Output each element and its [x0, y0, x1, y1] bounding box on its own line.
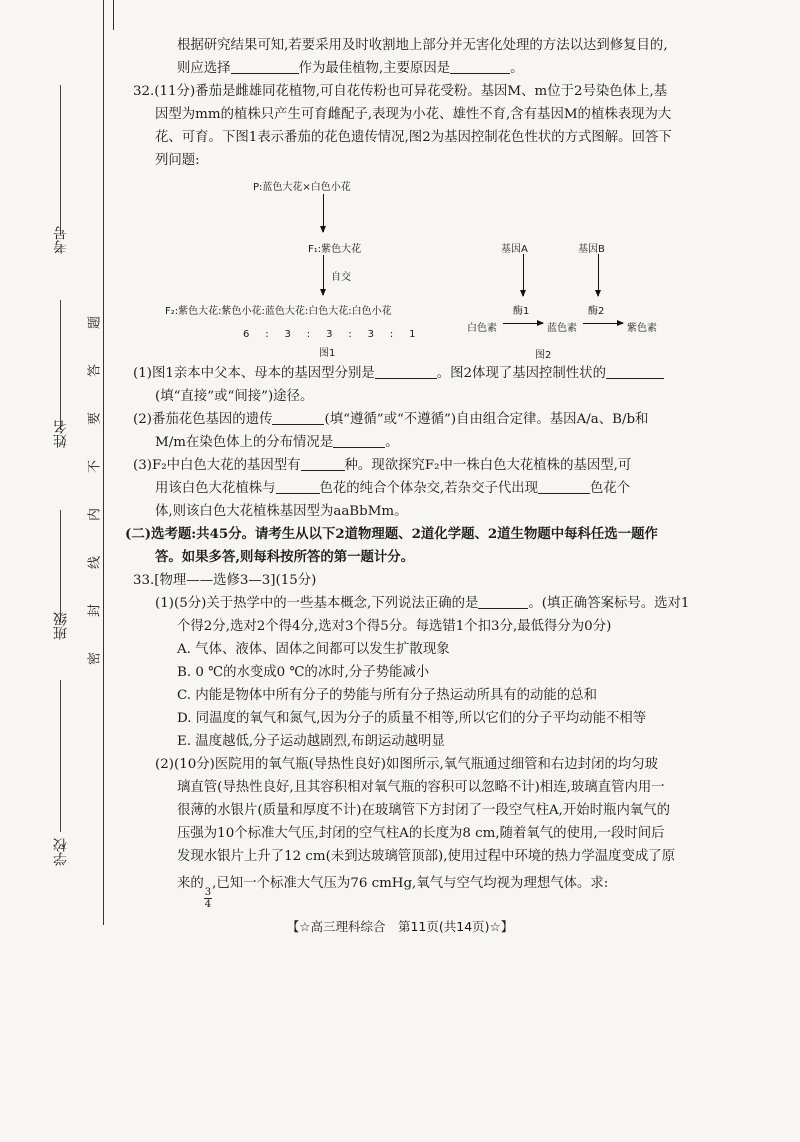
fig2-enzyme-2: 酶2 [588, 306, 605, 317]
q33-p2-line-2: 璃直管(导热性良好,且其容积相对氧气瓶的容积可以忽略不计)相连,玻璃直管内用一 [177, 780, 665, 795]
fig2-caption: 图2 [535, 350, 552, 361]
q33-p2-line-5: 发现水银片上升了12 cm(未到达玻璃管顶部),使用过程中环境的热力学温度变成了原 [177, 849, 676, 864]
school-label: 学校 [53, 838, 69, 866]
answer-blank [375, 364, 437, 379]
figure-area [133, 172, 743, 340]
seal-char: 题 [87, 316, 103, 330]
q-text: 来的 [177, 876, 204, 891]
exam-no-underline [60, 85, 61, 235]
intro-line-1: 根据研究结果可知,若要采用及时收割地上部分并无害化处理的方法以达到修复目的, [177, 38, 668, 53]
q33-p2-line-4: 压强为10个标准大气压,封闭的空气柱A的长度为8 cm,随着氧气的使用,一段时间后 [177, 826, 665, 841]
intro-text: 作为最佳植物,主要原因是 [298, 61, 451, 76]
q32-sub3 [133, 454, 743, 477]
q32-sub1 [133, 362, 743, 385]
fraction [204, 887, 212, 910]
q33-title: 33.[物理——选修3—3](15分) [133, 573, 317, 588]
intro-text: 。 [510, 61, 524, 76]
class-label: 班级 [53, 612, 69, 640]
answer-blank [231, 59, 299, 74]
q-text: (1)图1亲本中父本、母本的基因型分别是 [133, 366, 375, 381]
fig2-blue-pigment: 蓝色素 [547, 323, 577, 334]
ratio-value: 1 [409, 329, 416, 340]
q-text: M/m在染色体上的分布情况是 [155, 435, 334, 450]
class-underline [60, 510, 61, 622]
q33-option: D. 同温度的氧气和氮气,因为分子的质量不相等,所以它们的分子平均动能不相等 [177, 711, 647, 726]
answer-blank [450, 59, 510, 74]
q32-sub1-cont: (填“直接”或“间接”)途径。 [155, 389, 314, 404]
q33-p2-line-3: 很薄的水银片(质量和厚度不计)在玻璃管下方封闭了一段空气柱A,开始时瓶内氧气的 [177, 803, 671, 818]
q33-p2-line-6 [133, 872, 743, 910]
q32-sub3-cont2: 体,则该白色大花植株基因型为aaBbMm。 [155, 504, 408, 519]
fig1-f1: F₁:紫色大花 [308, 244, 362, 255]
fig2-enzyme-1: 酶1 [513, 306, 530, 317]
q-text: 色花个 [590, 481, 631, 496]
exam-no-label: 考号 [53, 226, 69, 254]
ratio-value: 6 [243, 329, 250, 340]
ratio-value: 3 [284, 329, 291, 340]
figure-captions [133, 340, 743, 362]
name-underline [60, 300, 61, 430]
ratio-value: 3 [326, 329, 333, 340]
q33-p1-cont: 个得2分,选对2个得4分,选对3个得5分。每选错1个扣3分,最低得分为0分) [177, 619, 612, 634]
q-text: 种。现欲探究F₂中一株白色大花植株的基因型,可 [344, 458, 632, 473]
fig1-ratio: 6 : 3 : 3 : 3 : 1 [243, 329, 416, 340]
q33-p1 [133, 592, 743, 615]
q33-p2-line-1: (2)(10分)医院用的氧气瓶(导热性良好)如图所示,氧气瓶通过细管和右边封闭的均匀玻 [155, 757, 659, 772]
seal-char: 答 [87, 364, 103, 378]
binding-line [103, 0, 104, 925]
seal-char: 内 [87, 508, 103, 522]
ratio-value: 3 [367, 329, 374, 340]
exam-content [125, 34, 743, 910]
section2-line-1: (二)选考题:共45分。请考生从以下2道物理题、2道化学题、2道生物题中每科任选一题作 [125, 526, 658, 542]
fig2-arrow-h1 [503, 323, 543, 324]
fig2-purple-pigment: 紫色素 [627, 323, 657, 334]
q33-option: A. 气体、液体、固体之间都可以发生扩散现象 [177, 642, 450, 657]
seal-char: 密 [87, 652, 103, 666]
q32-stem-3: 花、可育。下图1表示番茄的花色遗传情况,图2为基因控制花色性状的方式图解。回答下 [155, 130, 672, 145]
q33-option: B. 0 ℃的水变成0 ℃的冰时,分子势能减小 [177, 665, 430, 680]
fraction-numerator: 3 [204, 887, 212, 898]
q32-sub2 [133, 408, 743, 431]
q32-sub2-cont [133, 431, 743, 454]
answer-blank [301, 456, 345, 471]
intro-line-2 [133, 57, 743, 80]
page-footer: 【☆高三理科综合 第11页(共14页)☆】 [286, 919, 514, 934]
seal-char: 要 [87, 412, 103, 426]
q-text: 色花的纯合个体杂交,若杂交子代出现 [319, 481, 539, 496]
name-label: 姓名 [53, 420, 69, 448]
fig2-arrow-a [523, 254, 524, 296]
answer-blank [333, 433, 385, 448]
seal-char: 封 [87, 604, 103, 618]
q32-stem-1: 32.(11分)番茄是雌雄同花植物,可自花传粉也可异花受粉。基因M、m位于2号染色体上,基 [133, 84, 668, 99]
fig1-f2: F₂:紫色大花:紫色小花:蓝色大花:白色大花:白色小花 [165, 306, 392, 317]
fig2-arrow-b [598, 254, 599, 296]
fig2-white-pigment: 白色素 [467, 323, 497, 334]
q32-stem-4: 列问题: [155, 153, 200, 168]
school-underline [60, 680, 61, 832]
fig2-gene-a: 基因A [501, 244, 528, 255]
answer-blank [272, 410, 324, 425]
fig2-gene-b: 基因B [578, 244, 605, 255]
q33-option: E. 温度越低,分子运动越剧烈,布朗运动越明显 [177, 734, 445, 749]
answer-blank [606, 364, 664, 379]
answer-blank [478, 594, 528, 609]
answer-blank [276, 479, 320, 494]
seal-char: 线 [87, 556, 103, 570]
q-text: ,已知一个标准大气压为76 cmHg,氧气与空气均视为理想气体。求: [212, 876, 609, 891]
answer-blank [538, 479, 590, 494]
q-text: (填“遵循”或“不遵循”)自由组合定律。基因A/a、B/b和 [324, 412, 649, 427]
section2-line-2: 答。如果多答,则每科按所答的第一题计分。 [155, 549, 415, 565]
q-text: (2)番茄花色基因的遗传 [133, 412, 273, 427]
fig2-arrow-h2 [583, 323, 623, 324]
fig1-parents: P:蓝色大花×白色小花 [253, 182, 351, 193]
q-text: (1)(5分)关于热学中的一些基本概念,下列说法正确的是 [155, 596, 479, 611]
q-text: 。(填正确答案标号。选对1 [528, 596, 690, 611]
q-text: 。图2体现了基因控制性状的 [436, 366, 606, 381]
q-text: 。 [385, 435, 399, 450]
fig1-caption: 图1 [319, 348, 336, 359]
fraction-denominator: 4 [204, 899, 212, 910]
q33-option: C. 内能是物体中所有分子的势能与所有分子热运动所具有的动能的总和 [177, 688, 597, 703]
seal-char: 不 [87, 460, 103, 474]
fig1-arrow-1 [323, 194, 324, 232]
fig1-arrow-2 [323, 255, 324, 295]
q32-stem-2: 因型为mm的植株只产生可育雌配子,表现为小花、雄性不育,含有基因M的植株表现为大 [155, 107, 672, 122]
fig1-selfing: 自交 [331, 272, 351, 283]
q-text: (3)F₂中白色大花的基因型有 [133, 458, 301, 473]
intro-text: 则应选择 [177, 61, 231, 76]
q32-sub3-cont [133, 477, 743, 500]
q-text: 用该白色大花植株与 [155, 481, 276, 496]
binding-line-top [113, 0, 114, 30]
